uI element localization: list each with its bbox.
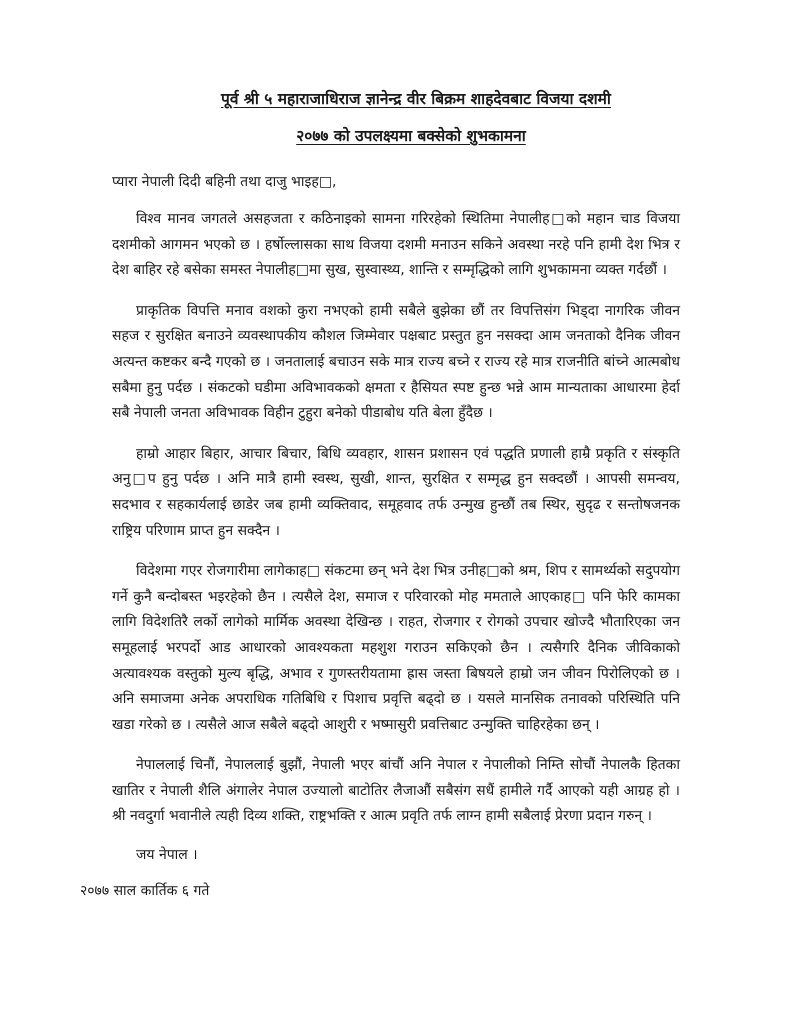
paragraph-5: नेपाललाई चिनौं, नेपाललाई बुझौं, नेपाली भएर बांचौं अनि नेपाल र नेपालीको निम्ति सोचौं नेपालकै हितका खातिर र नेपाली शैलि अंगालेर नेपाल उज्यालो बाटोतिर लैजाऔं सबैसंग सधैं हामीले गर्दै आएको यही आग्रह हो । श्री नवदुर्गा भवानीले त्यही दिव्य शक्ति, राष्ट्रभक्ति र आत्म प्रवृति तर्फ लाग्न हामी सबैलाई प्रेरणा प्रदान गरुन् ।	[112, 757, 680, 825]
salutation: प्यारा नेपाली दिदी बहिनी तथा दाजु भाइह□,	[112, 174, 337, 190]
paragraph-4: विदेशमा गएर रोजगारीमा लागेकाह□ संकटमा छन् भने देश भित्र उनीह□को श्रम, शिप र सामर्थ्यको सदुपयोग गर्ने कुनै बन्दोबस्त भइरहेको छैन । त्यसैले देश, समाज र परिवारको मोह ममताले आएकाह□ पनि फेरि कामका लागि विदेशतिरै लर्को लागेको मार्मिक अवस्था देखिन्छ । राहत, रोजगार र रोगको उपचार खोज्दै भौतारिएका जन समूहलाई भरपर्दो आड आधारको आवश्यकता महशुश गराउन सकिएको छैन । त्यसैगरि दैनिक जीविकाको अत्यावश्यक वस्तुको मुल्य बृद्धि, अभाव र गुणस्तरीयतामा ह्रास जस्ता बिषयले हाम्रो जन जीवन पिरोलिएको छ । अनि समाजमा अनेक अपराधिक गतिबिधि र पिशाच प्रवृत्ति बढ्दो छ । यसले मानसिक तनावको परिस्थिति पनि खडा गरेको छ । त्यसैले आज सबैले बढ्दो आशुरी र भष्मासुरी प्रवत्तिबाट उन्मुक्ति चाहिरहेका छन् ।	[112, 563, 680, 733]
paragraph-3: हाम्रो आहार बिहार, आचार बिचार, बिधि व्यवहार, शासन प्रशासन एवं पद्धति प्रणाली हाम्रै प्रकृति र संस्कृति अनु□प हुनु पर्दछ । अनि मात्रै हामी स्वस्थ, सुखी, शान्त, सुरक्षित र सम्मृद्ध हुन सक्दछौं । आपसी समन्वय, सदभाव र सहकार्यलाई छाडेर जब हामी व्यक्तिवाद, समूहवाद तर्फ उन्मुख हुन्छौं तब स्थिर, सुदृढ र सन्तोषजनक राष्ट्रिय परिणाम प्राप्त हुन सक्दैन ।	[112, 445, 680, 539]
title-line-1: पूर्व श्री ५ महाराजाधिराज ज्ञानेन्द्र वीर बिक्रम शाहदेवबाट विजया दशमी	[221, 90, 611, 108]
date-line: २०७७ साल कार्तिक ६ गते	[80, 883, 210, 900]
title-line-2: २०७७ को उपलक्ष्यमा बक्सेको शुभकामना	[296, 127, 526, 145]
paragraph-2: प्राकृतिक विपत्ति मनाव वशको कुरा नभएको हामी सबैले बुझेका छौं तर विपत्तिसंग भिड्दा नागरिक जीवन सहज र सुरक्षित बनाउने व्यवस्थापकीय कौशल जिम्मेवार पक्षबाट प्रस्तुत हुन नसक्दा आम जनताको दैनिक जीवन अत्यन्त कष्टकर बन्दै गएको छ । जनतालाई बचाउन सके मात्र राज्य बच्ने र राज्य रहे मात्र राजनीति बांच्ने आत्मबोध सबैमा हुनु पर्दछ । संकटको घडीमा अविभावकको क्षमता र हैसियत स्पष्ट हुन्छ भन्ने आम मान्यताका आधारमा हेर्दा सबै नेपाली जनता अविभावक विहीन टुहुरा बनेको पीडाबोध यति बेला हुँदैछ ।	[112, 302, 680, 422]
paragraph-1: विश्व मानव जगतले असहजता र कठिनाइको सामना गरिरहेको स्थितिमा नेपालीह□को महान चाड विजया दशमीको आगमन भएको छ । हर्षोल्लासका साथ विजया दशमी मनाउन सकिने अवस्था नरहे पनि हामी देश भित्र र देश बाहिर रहे बसेका समस्त नेपालीह□मा सुख, सुस्वास्थ्य, शान्ति र सम्मृद्धिको लागि शुभकामना व्यक्त गर्दछौं ।	[112, 211, 680, 279]
closing-line: जय नेपाल ।	[136, 847, 198, 864]
